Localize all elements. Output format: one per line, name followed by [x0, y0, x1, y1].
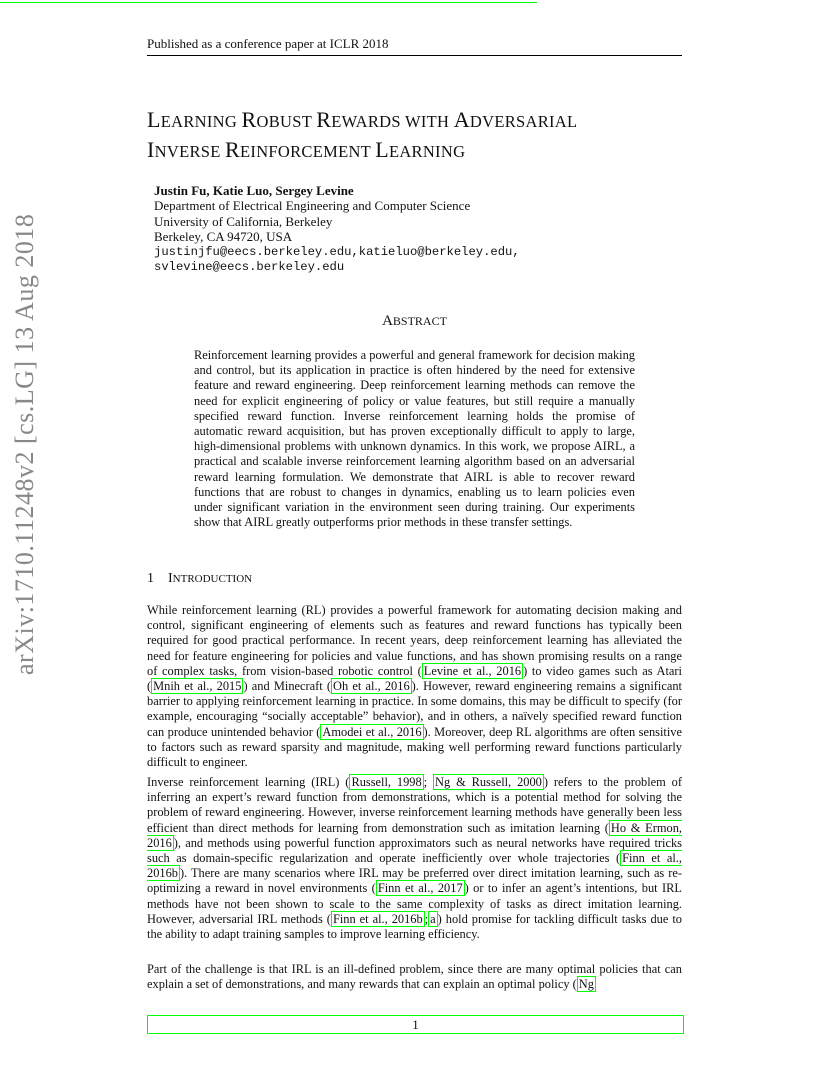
title-cap: L [147, 107, 161, 132]
section-heading-introduction [147, 571, 252, 587]
citation-link[interactable]: Oh et al., 2016 [333, 679, 410, 694]
citation-link[interactable]: Russell, 1998 [351, 775, 422, 789]
intro-paragraph-2 [147, 775, 682, 942]
title-line-1 [147, 106, 707, 136]
title-cap: I [147, 137, 155, 162]
citation-link[interactable]: Finn et al., 2017 [377, 881, 463, 896]
title-word: EWARDS WITH [331, 112, 454, 131]
title-word: EARNING [160, 112, 242, 131]
author-block [154, 183, 520, 275]
section-title-rest: NTRODUCTION [172, 573, 253, 585]
text-run: ). However, reward engineering remains a significant barrier to applying reinforcement learning in practice. In some domains, this may be difficult to specify (for example, encouraging “socially acceptable” behavior), and in others, a naïvely specified reward function can produce unintended behavior ( [147, 679, 682, 739]
abstract-text: Reinforcement learning provides a powerful and general framework for decision making and control, but its application in practice is often hindered by the need for extensive feature and reward engineering. Deep reinforcement learning methods can remove the need for explicit engineering of policy or value features, but still require a manually specified reward function. Inverse reinforcement learning holds the promise of automatic reward acquisition, but has proven exceptionally difficult to apply to large, high-dimensional problems with unknown dynamics. In this work, we propose AIRL, a practical and scalable inverse reinforcement learning algorithm based on an adversarial reward learning formulation. We demonstrate that AIRL is able to recover reward functions that are robust to changes in dynamics, enabling us to learn policies even under significant variation in the environment seen during training. Our experiments show that AIRL greatly outperforms prior methods in these transfer settings. [194, 348, 635, 530]
text-run: ; [423, 775, 434, 789]
text-run: ) or to infer an agent’s intentions, but IRL methods have not been shown to scale to the same complexity of tasks as direct imitation learning. However, adversarial IRL methods ( [147, 881, 682, 926]
paper-title [147, 106, 707, 166]
author-names: Justin Fu, Katie Luo, Sergey Levine [154, 183, 354, 198]
top-link-box[interactable] [0, 0, 537, 3]
citation-link[interactable]: a [430, 911, 436, 926]
citation-link[interactable]: Ng [578, 977, 594, 992]
citation-link[interactable]: Mnih et al., 2015 [153, 679, 242, 694]
author-dept: Department of Electrical Engineering and Computer Science [154, 198, 471, 214]
title-cap: A [453, 107, 470, 132]
venue-header: Published as a conference paper at ICLR 2018 [147, 36, 389, 51]
title-line-2 [147, 136, 707, 166]
text-run: ). Moreover, deep RL algorithms are often sensitive to factors such as reward sparsity and magnitude, making well performing reward functions particularly difficult to engineer. [147, 724, 682, 770]
citation-link[interactable]: Finn et al., 2016b [147, 851, 682, 881]
text-run: ) and Minecraft ( [243, 679, 332, 694]
title-word: EARNING [388, 142, 466, 161]
title-cap: R [241, 107, 257, 132]
author-univ: University of California, Berkeley [154, 213, 333, 229]
header-rule [147, 55, 682, 56]
text-run: Inverse reinforcement learning (IRL) ( [147, 775, 350, 789]
title-cap: L [375, 137, 389, 162]
citation-link[interactable]: Levine et al., 2016 [423, 663, 522, 678]
intro-paragraph-3 [147, 962, 682, 992]
author-city: Berkeley, CA 94720, USA [154, 229, 293, 245]
text-run: ), and methods using powerful function approximators such as neural networks have required tricks such as domain-specific regularization and operate inefficiently over whole trajectories ( [147, 835, 682, 866]
arxiv-sidebar-id: arXiv:1710.11248v2 [cs.LG] 13 Aug 2018 [10, 213, 39, 675]
title-word: DVERSARIAL [469, 112, 578, 131]
text-run: ) hold promise for tackling difficult tasks due to the ability to adapt training samples to improve learning efficiency. [147, 911, 682, 942]
section-number: 1 [147, 571, 154, 586]
title-cap: R [316, 107, 332, 132]
citation-link[interactable]: Amodei et al., 2016 [322, 724, 422, 739]
text-run: ; [424, 911, 429, 926]
title-word: OBUST [256, 112, 317, 131]
author-emails-1: justinjfu@eecs.berkeley.edu,katieluo@berkeley.edu, [154, 244, 520, 259]
title-word: EINFORCEMENT [240, 142, 376, 161]
abstract-heading-rest: BSTRACT [392, 314, 447, 328]
abstract-heading [147, 313, 682, 330]
title-cap: R [225, 137, 241, 162]
citation-link[interactable]: Ho & Ermon, 2016 [147, 820, 682, 850]
citation-link[interactable]: Ng & Russell, 2000 [435, 775, 542, 789]
abstract-heading-cap: A [382, 313, 393, 329]
text-run: ) refers to the problem of inferring an expert’s reward function from demonstrations, which is a potential method for solving the problem of reward engineering. However, inverse reinforcement learning methods have generally been less efficient than direct methods for learning from demonstration such as imitation learning ( [147, 775, 683, 835]
section-title-cap: I [168, 571, 173, 586]
citation-link[interactable]: Finn et al., 2016b [332, 911, 423, 926]
text-run: While reinforcement learning (RL) provides a powerful framework for automating decision making and control, significant engineering of elements such as features and reward functions has typically been required for good practical performance. In recent years, deep reinforcement learning has alleviated the need for feature engineering for policies and value functions, and has shown promising results on a range of complex tasks, from vision-based robotic control ( [147, 603, 682, 678]
text-run: Part of the challenge is that IRL is an ill-defined problem, since there are many optimal policies that can explain a set of demonstrations, and many rewards that can explain an optimal policy ( [147, 962, 682, 992]
title-word: NVERSE [154, 142, 226, 161]
page-footer-link[interactable] [147, 1015, 684, 1034]
text-run: ) to video games such as Atari ( [147, 663, 682, 694]
intro-paragraph-1 [147, 603, 682, 770]
page-number: 1 [412, 1017, 419, 1032]
text-run: ). There are many scenarios where IRL may be preferred over direct imitation learning, such as re-optimizing a reward in novel environments ( [147, 866, 682, 896]
author-emails-2: svlevine@eecs.berkeley.edu [154, 260, 345, 275]
